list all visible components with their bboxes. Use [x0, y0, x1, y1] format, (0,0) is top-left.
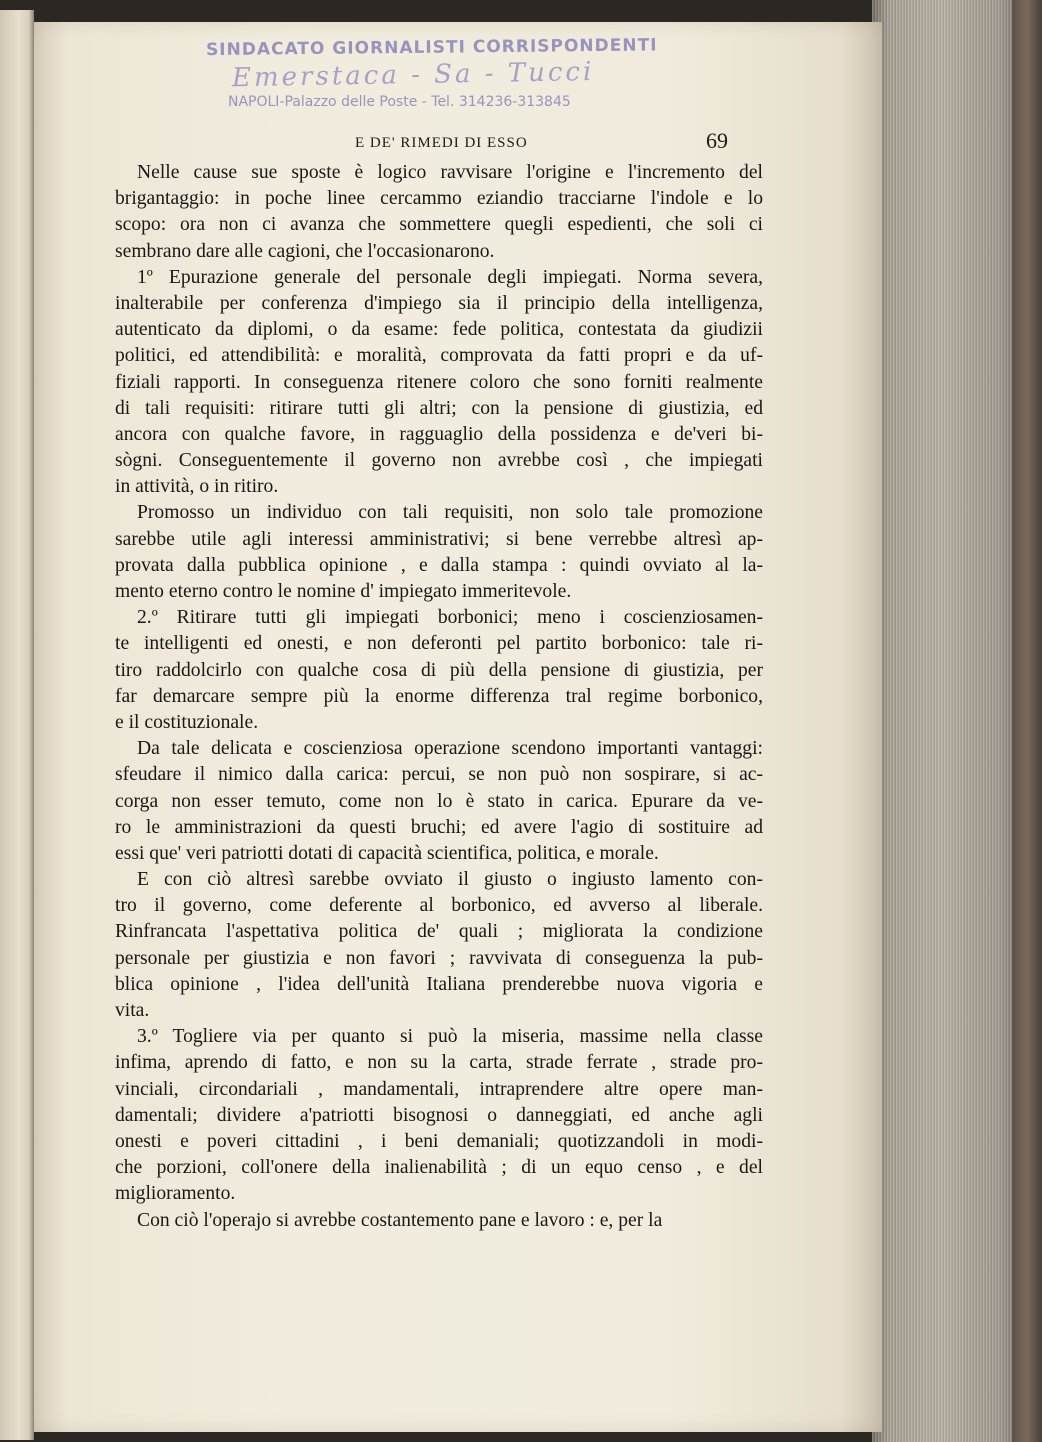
text-line: blica opinione , l'idea dell'unità Italiana prenderebbe nuova vigoria e — [115, 973, 763, 995]
text-line: E con ciò altresì sarebbe ovviato il giusto o ingiusto lamento con- — [137, 869, 763, 891]
text-line: Da tale delicata e coscienziosa operazione scendono importanti vantaggi: — [137, 738, 763, 760]
text-line: onesti e poveri cittadini , i beni demaniali; quotizzandoli in modi- — [115, 1130, 763, 1152]
text-line: 2.º Ritirare tutti gli impiegati borbonici; meno i coscienziosamen- — [137, 607, 763, 629]
paragraph — [115, 605, 763, 736]
paragraph — [115, 1024, 763, 1207]
text-line: in attività, o in ritiro. — [115, 476, 279, 498]
text-line: Promosso un individuo con tali requisiti, non solo tale promozione — [137, 502, 763, 524]
paragraph — [115, 736, 763, 867]
text-line: fiziali rapporti. In conseguenza ritenere coloro che sono forniti realmente — [115, 371, 763, 393]
text-line: mento eterno contro le nomine d' impiegato immeritevole. — [115, 581, 572, 602]
library-stamp — [205, 35, 658, 110]
text-line: Rinfrancata l'aspettativa politica de' quali ; migliorata la condizione — [115, 921, 763, 943]
book-cover-edge — [1012, 0, 1042, 1442]
text-line: sarebbe utile agli interessi amministrativi; si bene verrebbe altresì ap- — [115, 528, 763, 550]
paragraph — [115, 867, 763, 1024]
text-line: brigantaggio: in poche linee cercammo eziandio tracciarne l'indole e lo — [115, 188, 763, 210]
text-line: politici, ed attendibilità: e moralità, comprovata da fatti propri e da uf- — [115, 345, 763, 367]
text-line: provata dalla pubblica opinione , e dalla stampa : quindi ovviato al la- — [115, 554, 763, 576]
text-line: tiro raddolcirlo con qualche cosa di più della pensione di giustizia, per — [115, 659, 763, 681]
text-line: tro il governo, come deferente al borbonico, ed avverso al liberale. — [115, 895, 763, 917]
text-line: Con ciò l'operajo si avrebbe costantemento pane e lavoro : e, per la — [137, 1209, 663, 1231]
paragraph — [115, 265, 763, 501]
stamp-line-2: Emerstaca - Sa - Tucci — [231, 56, 595, 94]
paragraph — [115, 1208, 763, 1234]
text-line: infima, aprendo di fatto, e non su la carta, strade ferrate , strade pro- — [115, 1052, 763, 1074]
text-line: essi que' veri patriotti dotati di capacità scientifica, politica, e morale. — [115, 842, 659, 864]
text-line: vinciali, circondariali , mandamentali, intraprendere altre opere man- — [115, 1078, 763, 1100]
text-line: far demarcare sempre più la enorme differenza tral regime borbonico, — [115, 685, 763, 707]
stamp-line-1: SINDACATO GIORNALISTI CORRISPONDENTI — [205, 35, 658, 61]
text-line: corga non esser temuto, come non lo è stato in carica. Epurare da ve- — [115, 790, 763, 812]
text-line: vita. — [115, 1000, 150, 1021]
text-line: di tali requisiti: ritirare tutti gli altri; con la pensione di giustizia, ed — [115, 397, 763, 419]
text-line: 3.º Togliere via per quanto si può la miseria, massime nella classe — [137, 1026, 763, 1048]
text-line: Nelle cause sue sposte è logico ravvisare l'origine e l'incremento del — [137, 162, 763, 183]
text-line: personale per giustizia e non favori ; ravvivata di conseguenza la pub- — [115, 947, 763, 969]
running-head: E DE' RIMEDI DI ESSO — [355, 135, 528, 151]
text-line: che porzioni, coll'onere della inalienabilità ; di un equo censo , e del — [115, 1157, 763, 1179]
text-line: inalterabile per conferenza d'impiego sia il principio della intelligenza, — [115, 292, 763, 314]
text-line: sembrano dare alle cagioni, che l'occasionarono. — [115, 240, 495, 262]
text-line: miglioramento. — [115, 1183, 236, 1205]
text-line: ancora con qualche favore, in ragguaglio della possidenza e de'veri bi- — [115, 423, 763, 445]
text-line: 1º Epurazione generale del personale degli impiegati. Norma severa, — [137, 266, 763, 288]
text-line: ro le amministrazioni da questi bruchi; ed avere l'agio di sostituire ad — [115, 816, 763, 838]
previous-page-edge — [0, 10, 34, 1440]
stamp-line-3: NAPOLI-Palazzo delle Poste - Tel. 314236-313845 — [228, 94, 571, 110]
text-line: sfeudare il nimico dalla carica: percui, se non può non sospirare, si ac- — [115, 764, 763, 786]
text-line: damentali; dividere a'patriotti bisognosi o danneggiati, ed anche agli — [115, 1104, 763, 1126]
paragraph — [115, 160, 763, 265]
text-line: sògni. Conseguentemente il governo non avrebbe così , che impiegati — [115, 450, 763, 472]
text-line: scopo: ora non ci avanza che sommettere quegli espedienti, che soli ci — [115, 214, 763, 236]
body-text — [115, 160, 763, 1234]
page-number: 69 — [706, 128, 728, 153]
text-line: autenticato da diplomi, o da esame: fede politica, contestata da giudizii — [115, 319, 763, 341]
text-line: te intelligenti ed onesti, e non deferonti pel partito borbonico: tale ri- — [115, 633, 763, 655]
text-line: e il costituzionale. — [115, 711, 259, 733]
paragraph — [115, 500, 763, 605]
